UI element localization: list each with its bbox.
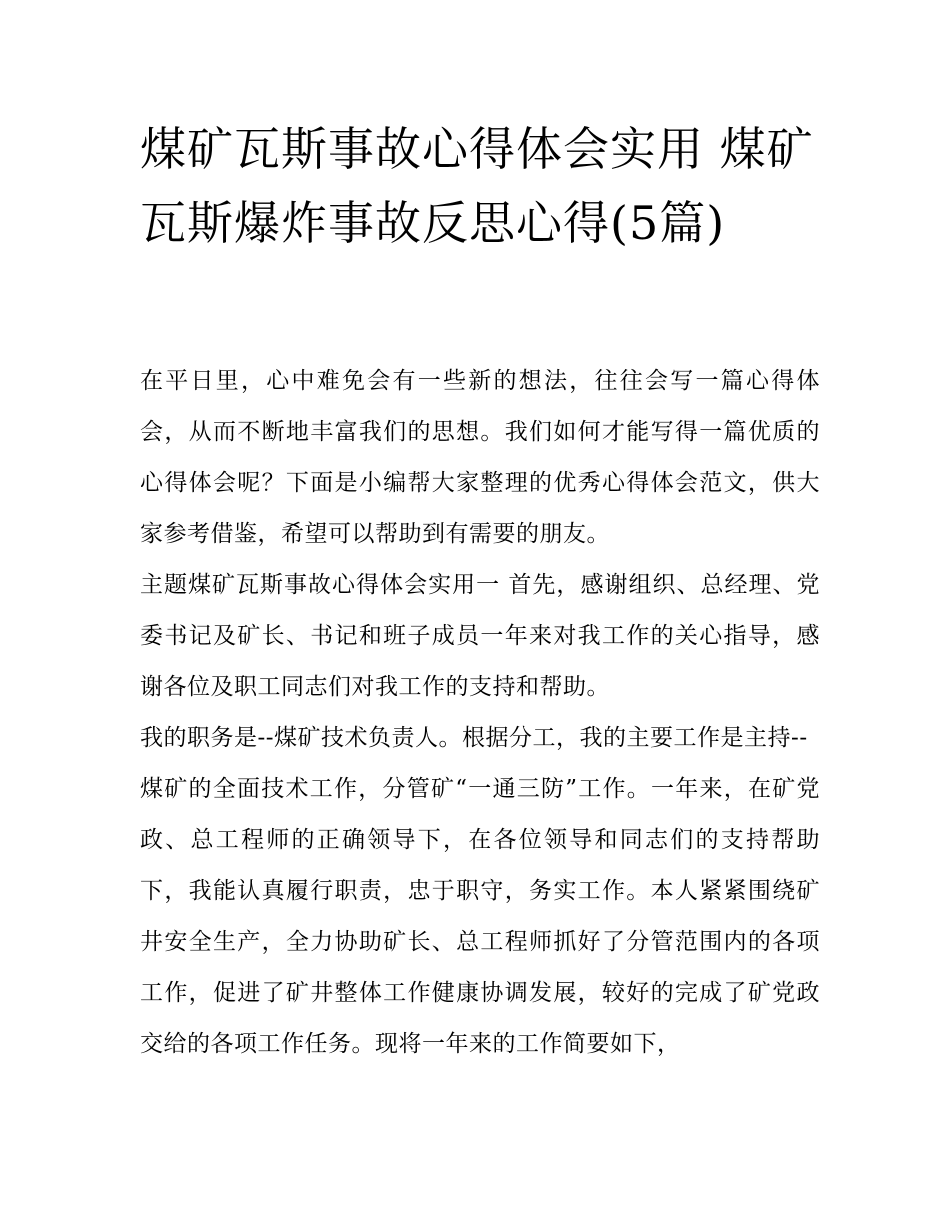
paragraph-topic-one: 主题煤矿瓦斯事故心得体会实用一 首先，感谢组织、总经理、党委书记及矿长、书记和班子成员一年来对我工作的关心指导，感谢各位及职工同志们对我工作的支持和帮助。 [140, 572, 820, 700]
paragraph-work-summary: 煤矿的全面技术工作，分管矿“一通三防”工作。一年来，在矿党政、总工程师的正确领导下，在各位领导和同志们的支持帮助下，我能认真履行职责，忠于职守，务实工作。本人紧紧围绕矿井安全生产，全力协助矿长、总工程师抓好了分管范围内的各项工作，促进了矿井整体工作健康协调发展，较好的完成了矿党政交给的各项工作任务。现将一年来的工作简要如下， [140, 776, 820, 1057]
paragraph-duty: 我的职务是--煤矿技术负责人。根据分工，我的主要工作是主持-- [140, 725, 808, 751]
document-title: 煤矿瓦斯事故心得体会实用 煤矿瓦斯爆炸事故反思心得(5篇) [140, 122, 814, 250]
paragraph-intro: 在平日里，心中难免会有一些新的想法，往往会写一篇心得体会，从而不断地丰富我们的思想。我们如何才能写得一篇优质的心得体会呢？下面是小编帮大家整理的优秀心得体会范文，供大家参考借鉴，希望可以帮助到有需要的朋友。 [140, 368, 820, 547]
document-body [140, 356, 820, 1070]
